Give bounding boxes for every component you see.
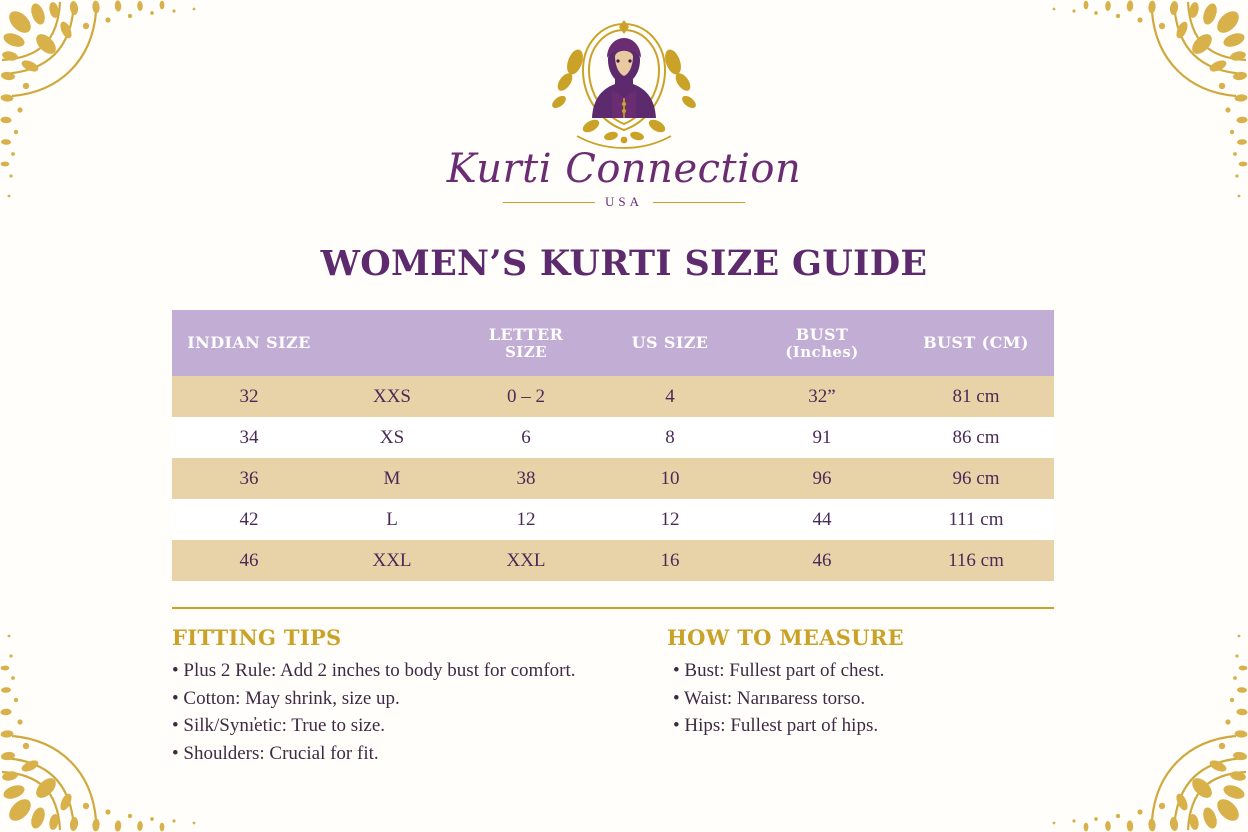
cell-us-size: 8 xyxy=(594,417,746,458)
header-bust-cm: BUST (CM) xyxy=(898,310,1054,376)
cell-letter-size: 6 xyxy=(458,417,594,458)
table-row xyxy=(172,499,1054,540)
cell-us-size: 10 xyxy=(594,458,746,499)
header-letter-size: LETTER SIZE xyxy=(458,310,594,376)
cell-size-code: M xyxy=(326,458,458,499)
cell-bust-inches: 46 xyxy=(746,540,898,581)
cell-bust-cm: 96 cm xyxy=(898,458,1054,499)
fitting-tips-list xyxy=(172,657,667,768)
brand-country: USA xyxy=(604,194,643,209)
header-us-size: US SIZE xyxy=(594,310,746,376)
list-item: • Bust: Fullest part of chest. xyxy=(673,660,885,681)
cell-bust-inches: 96 xyxy=(746,458,898,499)
cell-size-code: XS xyxy=(326,417,458,458)
list-item: • Silk/Synı̕etic: True to size. xyxy=(172,715,386,737)
table-row xyxy=(172,540,1054,581)
fitting-tips-heading: FITTING TIPS xyxy=(172,625,342,650)
page-title: WOMEN’S KURTI SIZE GUIDE xyxy=(320,243,928,284)
how-to-measure-column xyxy=(667,625,1062,768)
list-item: • Hips: Fullest part of hips. xyxy=(673,715,879,737)
table-row xyxy=(172,376,1054,417)
cell-indian-size: 42 xyxy=(172,499,326,540)
cell-bust-cm: 111 cm xyxy=(898,499,1054,540)
cell-us-size: 4 xyxy=(594,376,746,417)
divider xyxy=(172,607,1054,609)
cell-letter-size: 0 – 2 xyxy=(458,376,594,417)
cell-indian-size: 32 xyxy=(172,376,326,417)
brand-subtitle-row xyxy=(0,194,1248,210)
cell-bust-inches: 32” xyxy=(746,376,898,417)
how-to-measure-list xyxy=(667,657,1062,740)
header-blank xyxy=(326,310,458,376)
size-chart-table xyxy=(172,310,1054,581)
cell-bust-cm: 86 cm xyxy=(898,417,1054,458)
header-indian-size: INDIAN SIZE xyxy=(172,310,326,376)
cell-bust-inches: 44 xyxy=(746,499,898,540)
brand-rule-left xyxy=(503,202,595,203)
table-header-row xyxy=(172,310,1054,376)
list-item: • Cotton: May shrink, size up. xyxy=(172,687,400,709)
list-item: • Waist: Narıвaress torso. xyxy=(673,687,866,709)
cell-us-size: 12 xyxy=(594,499,746,540)
cell-size-code: XXS xyxy=(326,376,458,417)
cell-size-code: XXL xyxy=(326,540,458,581)
cell-bust-cm: 81 cm xyxy=(898,376,1054,417)
cell-us-size: 16 xyxy=(594,540,746,581)
fitting-tips-column xyxy=(172,625,667,768)
cell-indian-size: 36 xyxy=(172,458,326,499)
cell-indian-size: 46 xyxy=(172,540,326,581)
list-item: • Plus 2 Rule: Add 2 inches to body bust for comfort. xyxy=(172,660,576,681)
brand-logo xyxy=(0,18,1248,210)
table-row xyxy=(172,458,1054,499)
brand-rule-right xyxy=(653,202,745,203)
cell-size-code: L xyxy=(326,499,458,540)
list-item: • Shoulders: Crucial for fit. xyxy=(172,743,379,765)
cell-bust-cm: 116 cm xyxy=(898,540,1054,581)
corner-ornament-icon xyxy=(1033,617,1248,832)
cell-bust-inches: 91 xyxy=(746,417,898,458)
woman-portrait-medallion-icon xyxy=(519,18,729,150)
header-bust-inches: BUST (Inches) xyxy=(746,310,898,376)
cell-indian-size: 34 xyxy=(172,417,326,458)
how-to-measure-heading: HOW TO MEASURE xyxy=(667,625,904,650)
cell-letter-size: 12 xyxy=(458,499,594,540)
cell-letter-size: XXL xyxy=(458,540,594,581)
tips-section xyxy=(172,625,1062,768)
brand-name: Kurti Connection xyxy=(446,146,802,192)
cell-letter-size: 38 xyxy=(458,458,594,499)
table-row xyxy=(172,417,1054,458)
